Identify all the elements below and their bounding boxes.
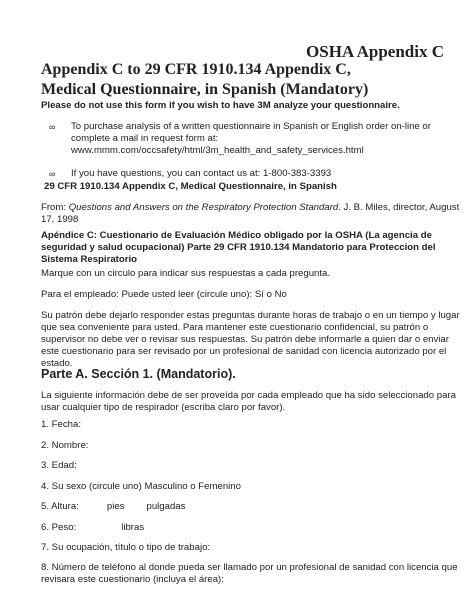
- bullet-text-line: complete a mail in request form at:: [71, 133, 219, 144]
- question-telefono: [41, 562, 466, 586]
- from-source-title: Questions and Answers on the Respiratory Protection Standard: [68, 202, 339, 213]
- title-line-1: Appendix C to 29 CFR 1910.134 Appendix C,: [41, 61, 351, 78]
- paragraph-line: usar cualquier tipo de respirador (escriba claro por favor).: [41, 402, 286, 413]
- from-date: 17, 1998: [41, 214, 79, 225]
- from-prefix: From:: [41, 202, 69, 213]
- warning-text: Please do not use this form if you wish to have 3M analyze your questionnaire.: [41, 100, 400, 111]
- question-nombre: 2. Nombre:: [41, 440, 89, 451]
- altura-unit-pies: pies: [106, 501, 125, 512]
- bullet-link[interactable]: www.mmm.com/occsafety/html/3m_health_and_safety_services.html: [71, 145, 364, 156]
- question-fecha: 1. Fecha:: [41, 419, 81, 430]
- subtitle: 29 CFR 1910.134 Appendix C, Medical Questionnaire, in Spanish: [44, 181, 337, 192]
- header-right: OSHA Appendix C: [306, 42, 444, 61]
- bullet-item: [49, 121, 449, 157]
- from-citation: [41, 202, 461, 226]
- apendice-line: Sistema Respiratorio: [41, 254, 137, 265]
- paragraph-line: La siguiente información debe de ser proveída por cada empleado que ha sido seleccionado para: [41, 390, 456, 401]
- peso-label: 6. Peso:: [41, 522, 77, 533]
- bullet-icon: ∞: [49, 169, 56, 179]
- bullet-item: [49, 168, 449, 180]
- altura-unit-pulgadas: pulgadas: [146, 501, 186, 512]
- info-paragraph: [41, 390, 466, 414]
- question-sexo: 4. Su sexo (circule uno) Masculino o Femenino: [41, 481, 241, 492]
- patron-paragraph: [41, 310, 466, 370]
- apendice-heading: [41, 230, 461, 266]
- bullet-text-line: To purchase analysis of a written questionnaire in Spanish or English order on-line or: [71, 121, 431, 132]
- title-line-2: Medical Questionnaire, in Spanish (Mandatory): [41, 81, 369, 98]
- paragraph-line: Su patrón debe dejarlo responder estas preguntas durante horas de trabajo o en un tiempo y lugar: [41, 310, 460, 321]
- bullet-text-line: If you have questions, you can contact us at: 1-800-383-3393: [71, 168, 332, 179]
- page-title: [41, 60, 461, 100]
- telefono-line: revisara este cuestionario (incluya el área):: [41, 574, 224, 585]
- paragraph-line: estado.: [41, 358, 73, 369]
- paragraph-line: que sea conveniente para usted. Para mantener este cuestionario confidencial, su patrón o: [41, 322, 429, 333]
- question-peso: [41, 522, 144, 534]
- para-empleado: Para el empleado: Puede usted leer (circule uno): Sí o No: [41, 289, 287, 300]
- question-edad: 3. Edad:: [41, 460, 77, 471]
- apendice-line: Apéndice C: Cuestionario de Evaluación Médico obligado por la OSHA (La agencia de: [41, 230, 432, 241]
- paragraph-line: este cuestionario para ser revisado por un profesional de sanidad con licencia autorizado por el: [41, 346, 447, 357]
- question-altura: [41, 501, 185, 513]
- bullet-icon: ∞: [49, 122, 56, 132]
- altura-label: 5. Altura:: [41, 501, 79, 512]
- marque-instruction: Marque con un circulo para indicar sus respuestas a cada pregunta.: [41, 268, 331, 279]
- section-title: Parte A. Sección 1. (Mandatorio).: [41, 367, 236, 381]
- paragraph-line: supervisor no debe ver o revisar sus respuestas. Su patrón debe informarle a quien dar o enviar: [41, 334, 449, 345]
- telefono-line: 8. Número de teléfono al donde pueda ser llamado por un profesional de sanidad con licencia que: [41, 562, 458, 573]
- question-ocupacion: 7. Su ocupación, título o tipo de trabajo:: [41, 542, 211, 553]
- from-suffix: . J. B. Miles, director, August: [338, 202, 460, 213]
- apendice-line: seguridad y salud ocupacional) Parte 29 CFR 1910.134 Mandatorio para Proteccion del: [41, 242, 436, 253]
- peso-unit-libras: libras: [121, 522, 145, 533]
- bullet-list: [49, 121, 449, 180]
